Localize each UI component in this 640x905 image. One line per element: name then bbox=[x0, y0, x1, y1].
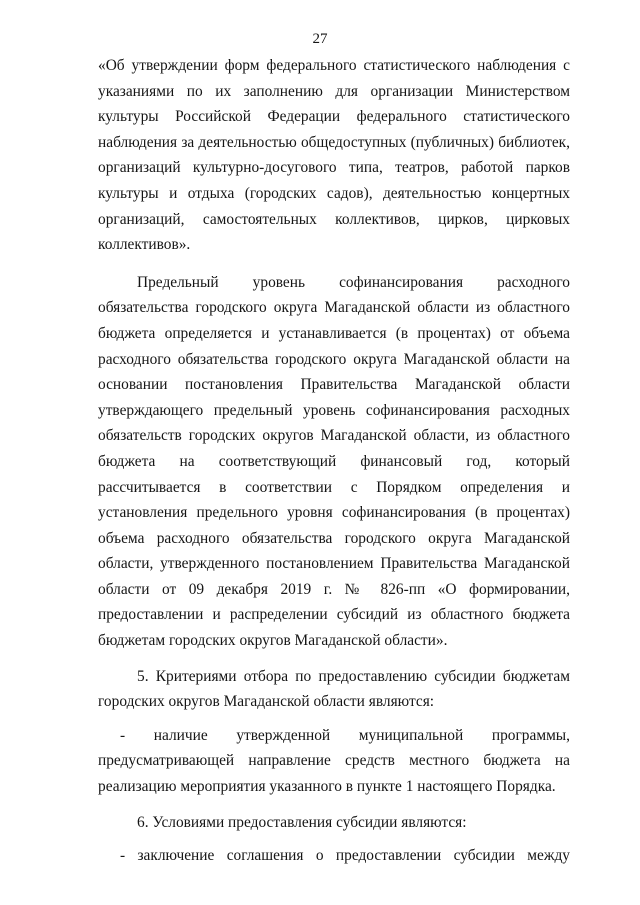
list-item-agreement: - заключение соглашения о предоставлении субсидии между bbox=[120, 847, 570, 865]
paragraph-cofinancing-level: Предельный уровень софинансирования расходного обязательства городского округа Магаданской области из областного бюджета определяется и устанавливается (в процентах) от объема расходного обязательства городского округа Магаданской области на основании постановления Правительства Магаданской области утверждающего предельный уровень софинансирования расходных обязательств городских округов Магаданской области, из областного бюджета на соответствующий финансовый год, который рассчитывается в соответствии с Порядком определения и установления предельного уровня софинансирования (в процентах) объема расходного обязательства городского округа Магаданской области, утвержденного постановлением Правительства Магаданской области от 09 декабря 2019 г. № 826-пп «О формировании, предоставлении и распределении субсидий из областного бюджета бюджетам городских округов Магаданской области». bbox=[98, 273, 570, 650]
paragraph-subsidy-conditions: 6. Условиями предоставления субсидии являются: bbox=[137, 813, 467, 831]
paragraph-order-title-continuation: «Об утверждении форм федерального статистического наблюдения с указаниями по их заполнению для организации Министерством культуры Российской Федерации федерального статистического наблюдения за деятельностью общедоступных (публичных) библиотек, организаций культурно-досугового типа, театров, работой парков культуры и отдыха (городских садов), деятельностью концертных организаций, самостоятельных коллективов, цирков, цирковых коллективов». bbox=[98, 57, 570, 254]
page-number: 27 bbox=[312, 31, 328, 47]
document-body bbox=[98, 53, 570, 869]
list-item-municipal-program: - наличие утвержденной муниципальной программы, предусматривающей направление средств местного бюджета на реализацию мероприятия указанного в пункте 1 настоящего Порядка. bbox=[98, 726, 570, 796]
paragraph-selection-criteria: 5. Критериями отбора по предоставлению субсидии бюджетам городских округов Магаданской области являются: bbox=[98, 667, 570, 711]
